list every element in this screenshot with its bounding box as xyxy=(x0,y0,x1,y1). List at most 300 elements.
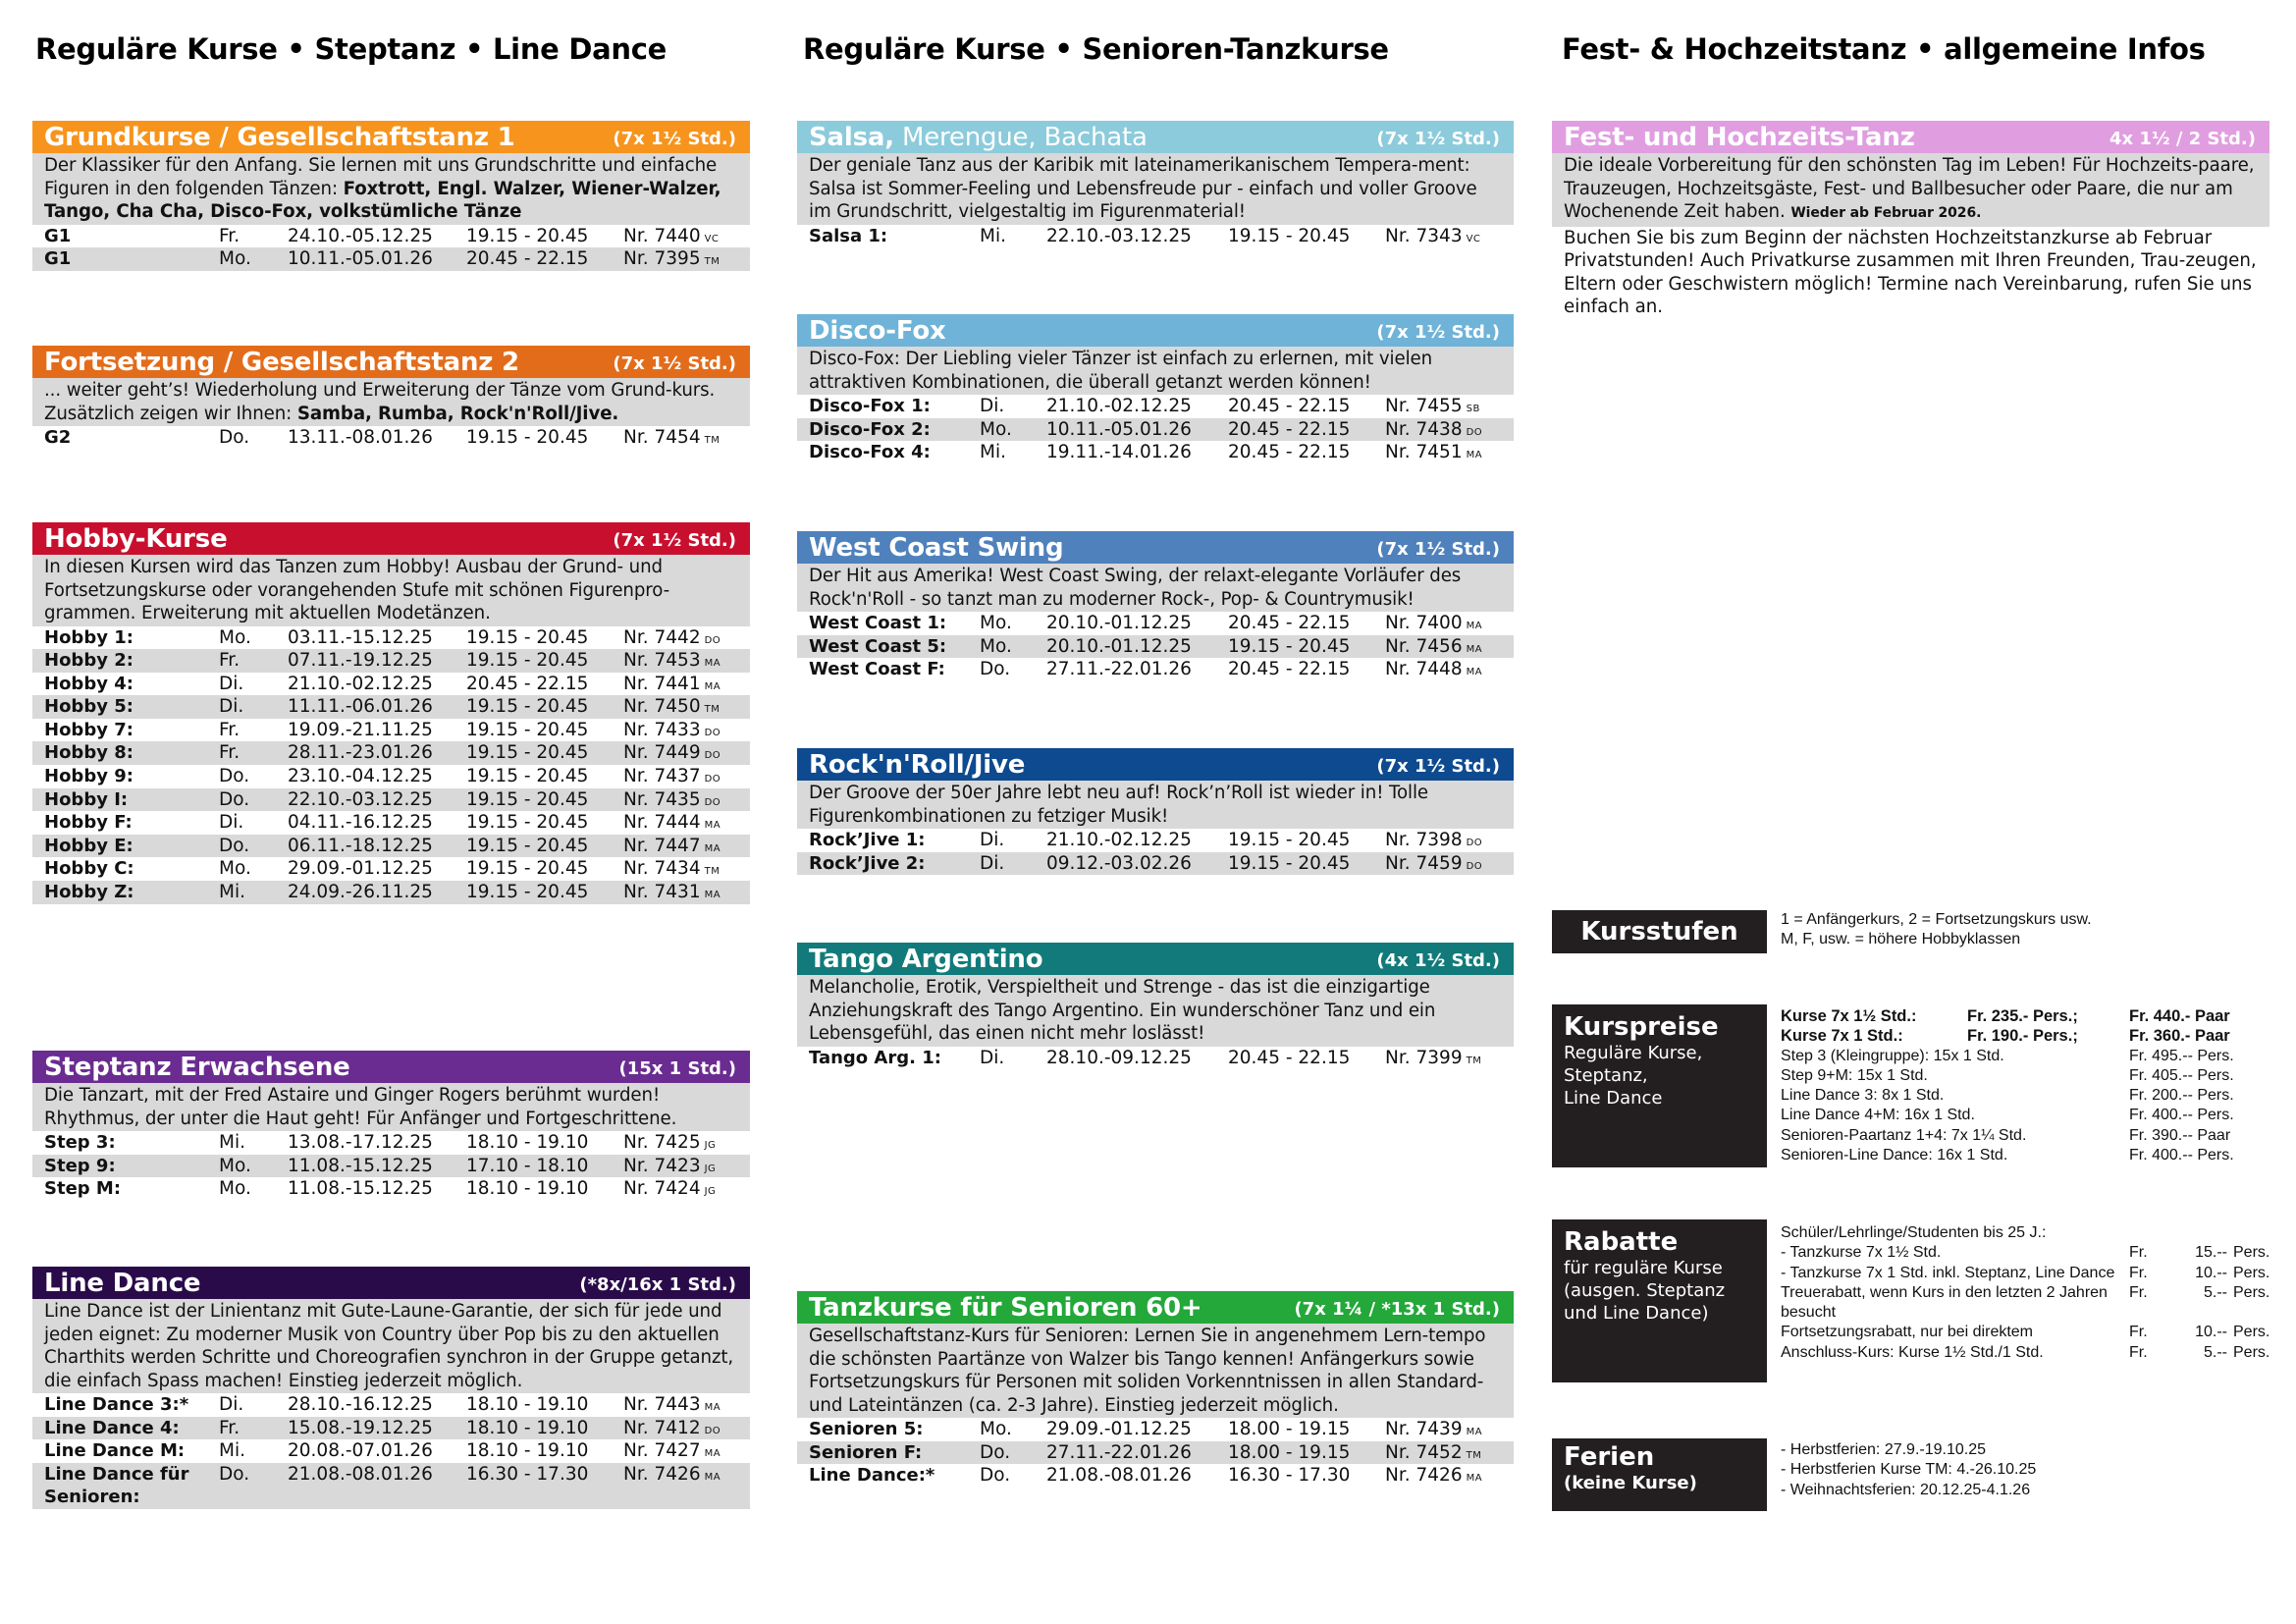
time-range: 20.45 - 22.15 xyxy=(466,248,589,270)
discount-unit: Pers. xyxy=(2233,1283,2270,1301)
weekday: Mo. xyxy=(219,1155,251,1176)
discount-amount: 10.-- xyxy=(2195,1264,2227,1281)
course-duration: (4x 1½ Std.) xyxy=(1376,950,1500,971)
course-duration: (7x 1¼ / *13x 1 Std.) xyxy=(1294,1299,1500,1320)
column-title-right: Fest- & Hochzeitstanz • allgemeine Infos xyxy=(1562,32,2206,66)
weekday: Di. xyxy=(219,673,244,694)
course-code: Hobby 1: xyxy=(44,626,133,648)
date-range: 20.08.-07.01.26 xyxy=(288,1440,433,1462)
time-range: 17.10 - 18.10 xyxy=(466,1155,589,1176)
date-range: 04.11.-16.12.25 xyxy=(288,812,433,834)
column-title-middle: Reguläre Kurse • Senioren-Tanzkurse xyxy=(803,32,1389,66)
schedule-row xyxy=(797,418,1514,442)
course-number xyxy=(623,1439,731,1463)
info-line: 1 = Anfängerkurs, 2 = Fortsetzungskurs usw. xyxy=(1781,911,2092,928)
course-rocknroll xyxy=(797,748,1514,875)
course-name: Line Dance xyxy=(44,1268,201,1298)
course-description: Die Tanzart, mit der Fred Astaire und Ginger Rogers berühmt wurden! Rhythmus, der unter die Haut geht! Für Anfänger und Fortgeschrittene. xyxy=(32,1083,750,1131)
weekday: Do. xyxy=(219,788,250,810)
course-number xyxy=(623,1155,731,1178)
weekday: Do. xyxy=(219,766,250,787)
teacher-tag: JG xyxy=(704,1140,717,1151)
schedule-row xyxy=(32,811,750,835)
price-label: Kurse 7x 1 Std.: xyxy=(1781,1027,1903,1046)
time-range: 18.10 - 19.10 xyxy=(466,1417,589,1438)
time-range: 19.15 - 20.45 xyxy=(466,427,589,448)
date-range: 22.10.-03.12.25 xyxy=(288,788,433,810)
teacher-tag: DO xyxy=(704,750,721,762)
course-code: Hobby C: xyxy=(44,858,134,880)
teacher-tag: VC xyxy=(704,233,720,244)
info-box-label xyxy=(1552,1004,1767,1167)
course-number xyxy=(623,426,731,450)
info-title: Ferien xyxy=(1564,1442,1655,1472)
course-code: Disco-Fox 4: xyxy=(809,442,931,463)
weekday: Mi. xyxy=(980,225,1006,246)
price-person: Fr. 190.- Pers.; xyxy=(1967,1027,2078,1046)
date-range: 29.09.-01.12.25 xyxy=(288,858,433,880)
course-number xyxy=(1385,1047,1493,1070)
discount-list xyxy=(1767,1219,2269,1382)
course-number xyxy=(1385,612,1493,635)
price-value: Fr. 390.-- Paar xyxy=(2129,1126,2231,1144)
discount-intro: Schüler/Lehrlinge/Studenten bis 25 J.: xyxy=(1781,1224,2047,1241)
course-description: Disco-Fox: Der Liebling vieler Tänzer ist einfach zu erlernen, mit vielen attraktiven Kombinationen, die überall getanzt werden können! xyxy=(797,347,1514,395)
date-range: 20.10.-01.12.25 xyxy=(1046,635,1192,657)
course-header xyxy=(32,1267,750,1299)
course-schedule xyxy=(797,395,1514,464)
weekday: Di. xyxy=(980,396,1005,416)
weekday: Mi. xyxy=(219,1440,245,1462)
course-number-text: Nr. 7447 xyxy=(623,835,701,856)
course-number xyxy=(623,857,731,881)
weekday: Mo. xyxy=(219,626,251,648)
course-schedule xyxy=(797,612,1514,681)
weekday: Di. xyxy=(980,852,1005,874)
time-range: 16.30 - 17.30 xyxy=(1228,1465,1351,1487)
weekday: Do. xyxy=(980,1465,1011,1487)
schedule-row xyxy=(32,673,750,696)
course-number-text: Nr. 7441 xyxy=(623,673,701,694)
info-subtitle: Steptanz, xyxy=(1564,1065,1648,1086)
teacher-tag: DO xyxy=(1466,860,1483,872)
course-header xyxy=(797,121,1514,153)
course-schedule xyxy=(32,626,750,904)
course-fortsetzung xyxy=(32,346,750,450)
course-code: Senioren 5: xyxy=(809,1419,924,1439)
price-rows xyxy=(1781,1047,2234,1166)
course-name: Disco-Fox xyxy=(809,315,946,346)
time-range: 20.45 - 22.15 xyxy=(1228,613,1351,633)
schedule-row xyxy=(32,1131,750,1155)
course-number xyxy=(623,247,731,271)
date-range: 21.10.-02.12.25 xyxy=(1046,396,1192,416)
discount-row xyxy=(1781,1343,2269,1363)
weekday: Mo. xyxy=(219,248,251,270)
time-range: 19.15 - 20.45 xyxy=(1228,635,1351,657)
course-name: Tanzkurse für Senioren 60+ xyxy=(809,1292,1202,1323)
course-tango xyxy=(797,943,1514,1069)
course-name: Grundkurse / Gesellschaftstanz 1 xyxy=(44,122,515,152)
discount-label: Anschluss-Kurs: Kurse 1½ Std./1 Std. xyxy=(1781,1343,2044,1361)
time-range: 19.15 - 20.45 xyxy=(466,742,589,764)
course-hobby xyxy=(32,522,750,904)
course-code: Hobby Z: xyxy=(44,882,134,903)
course-number xyxy=(623,1393,731,1417)
weekday: Mi. xyxy=(219,882,245,903)
date-range: 19.11.-14.01.26 xyxy=(1046,442,1192,463)
time-range: 18.10 - 19.10 xyxy=(466,1394,589,1415)
course-number-text: Nr. 7456 xyxy=(1385,635,1463,657)
price-value: Fr. 400.-- Pers. xyxy=(2129,1147,2234,1164)
course-code: Line Dance:* xyxy=(809,1465,935,1487)
weekday: Do. xyxy=(980,1441,1011,1463)
teacher-tag: MA xyxy=(704,658,721,670)
weekday: Fr. xyxy=(219,225,240,246)
course-duration: (7x 1½ Std.) xyxy=(613,353,736,374)
date-range: 23.10.-04.12.25 xyxy=(288,766,433,787)
schedule-row xyxy=(797,1464,1514,1488)
teacher-tag: MA xyxy=(704,820,721,832)
time-range: 18.00 - 19.15 xyxy=(1228,1441,1351,1463)
course-number-text: Nr. 7439 xyxy=(1385,1419,1463,1439)
schedule-row xyxy=(32,741,750,765)
course-number xyxy=(623,1131,731,1155)
course-schedule xyxy=(32,1393,750,1509)
teacher-tag: MA xyxy=(704,1448,721,1460)
price-row xyxy=(1781,1026,2234,1046)
date-range: 11.11.-06.01.26 xyxy=(288,696,433,718)
course-description: In diesen Kursen wird das Tanzen zum Hobby! Ausbau der Grund- und Fortsetzungskurse oder vorangehenden Stufe mit schönen Figurenpro-grammen. Erweiterung mit aktuellen Modetänzen. xyxy=(32,555,750,626)
teacher-tag: TM xyxy=(704,704,721,716)
teacher-tag: DO xyxy=(704,1425,721,1436)
course-number-text: Nr. 7431 xyxy=(623,882,701,903)
price-label: Line Dance 3: 8x 1 Std. xyxy=(1781,1087,1945,1105)
discount-currency: Fr. xyxy=(2129,1264,2148,1281)
course-number-text: Nr. 7444 xyxy=(623,812,701,834)
date-range: 21.10.-02.12.25 xyxy=(1046,830,1192,850)
teacher-tag: MA xyxy=(1466,1427,1483,1437)
schedule-row xyxy=(32,857,750,881)
price-value: Fr. 405.-- Pers. xyxy=(2129,1066,2234,1084)
date-range: 07.11.-19.12.25 xyxy=(288,650,433,672)
course-number-text: Nr. 7448 xyxy=(1385,659,1463,680)
teacher-tag: MA xyxy=(704,890,721,901)
date-range: 24.10.-05.12.25 xyxy=(288,225,433,246)
teacher-tag: DO xyxy=(704,727,721,738)
course-number-text: Nr. 7437 xyxy=(623,766,701,787)
date-range: 28.11.-23.01.26 xyxy=(288,742,433,764)
discount-label: Fortsetzungsrabatt, nur bei direktem xyxy=(1781,1324,2034,1341)
course-schedule xyxy=(797,1047,1514,1070)
time-range: 19.15 - 20.45 xyxy=(466,696,589,718)
description-dances: Samba, Rumba, Rock'n'Roll/Jive. xyxy=(296,403,619,424)
course-number-text: Nr. 7424 xyxy=(623,1178,701,1200)
course-name: Fortsetzung / Gesellschaftstanz 2 xyxy=(44,347,519,377)
info-kursstufen xyxy=(1552,910,2269,953)
course-name-bold: Salsa, xyxy=(809,122,894,152)
course-code: Hobby 9: xyxy=(44,766,133,787)
discount-amount: 10.-- xyxy=(2195,1324,2227,1341)
schedule-row xyxy=(797,612,1514,635)
date-range: 03.11.-15.12.25 xyxy=(288,626,433,648)
course-number-text: Nr. 7427 xyxy=(623,1440,701,1462)
course-code: G2 xyxy=(44,427,72,448)
course-duration: (7x 1½ Std.) xyxy=(1376,129,1500,149)
discount-row xyxy=(1781,1323,2269,1342)
course-name: Tango Argentino xyxy=(809,944,1043,974)
course-description: Der geniale Tanz aus der Karibik mit lateinamerikanischem Tempera-ment: Salsa ist Sommer-Feeling und Lebensfreude pur - einfach und voller Groove im Grundschritt, vielgestaltig im Figurenmaterial! xyxy=(797,153,1514,225)
course-number-text: Nr. 7450 xyxy=(623,696,701,718)
discount-label: - Tanzkurse 7x 1 Std. inkl. Steptanz, Line Dance xyxy=(1781,1264,2115,1281)
schedule-row xyxy=(797,225,1514,248)
course-salsa xyxy=(797,121,1514,247)
discount-unit: Pers. xyxy=(2233,1343,2270,1361)
course-code: West Coast 5: xyxy=(809,635,947,657)
discount-amount: 5.-- xyxy=(2204,1343,2227,1361)
schedule-row xyxy=(32,626,750,650)
price-label: Line Dance 4+M: 16x 1 Std. xyxy=(1781,1107,1975,1124)
time-range: 19.15 - 20.45 xyxy=(466,788,589,810)
teacher-tag: TM xyxy=(1466,1449,1482,1461)
price-row xyxy=(1781,1126,2234,1146)
discount-row xyxy=(1781,1283,2269,1324)
course-number xyxy=(1385,418,1493,442)
course-number xyxy=(623,695,731,719)
discount-currency: Fr. xyxy=(2129,1244,2148,1262)
weekday: Di. xyxy=(219,1394,244,1415)
weekday: Di. xyxy=(219,696,244,718)
course-number xyxy=(623,881,731,904)
teacher-tag: VC xyxy=(1466,233,1481,244)
schedule-row xyxy=(797,635,1514,659)
teacher-tag: MA xyxy=(1466,643,1483,655)
teacher-tag: MA xyxy=(704,680,721,692)
time-range: 18.10 - 19.10 xyxy=(466,1440,589,1462)
course-number xyxy=(623,1177,731,1201)
course-number-text: Nr. 7400 xyxy=(1385,613,1463,633)
weekday: Do. xyxy=(219,1463,250,1485)
course-code: G1 xyxy=(44,225,72,246)
schedule-row xyxy=(32,788,750,812)
course-number-text: Nr. 7398 xyxy=(1385,830,1463,850)
info-subtitle: Line Dance xyxy=(1564,1088,1663,1109)
course-code: Disco-Fox 1: xyxy=(809,396,931,416)
course-number-text: Nr. 7435 xyxy=(623,788,701,810)
course-name xyxy=(809,123,1148,152)
date-range: 10.11.-05.01.26 xyxy=(1046,418,1192,440)
weekday: Mo. xyxy=(219,858,251,880)
info-subtitle: und Line Dance) xyxy=(1564,1303,1709,1324)
teacher-tag: DO xyxy=(704,774,721,785)
weekday: Do. xyxy=(219,835,250,856)
schedule-row xyxy=(797,658,1514,681)
schedule-row xyxy=(32,1177,750,1201)
time-range: 19.15 - 20.45 xyxy=(1228,852,1351,874)
description-text: Der Klassiker für den Anfang. Sie lernen mit uns Grundschritte und einfache Figuren in den folgenden Tänzen: xyxy=(44,155,718,199)
price-value: Fr. 495.-- Pers. xyxy=(2129,1047,2234,1064)
course-code: G1 xyxy=(44,248,72,270)
course-description: Der Groove der 50er Jahre lebt neu auf! Rock’n’Roll ist wieder in! Tolle Figurenkombinationen zu fetziger Musik! xyxy=(797,781,1514,829)
course-duration: (7x 1½ Std.) xyxy=(613,129,736,149)
price-row xyxy=(1781,1006,2234,1026)
course-code: Hobby 8: xyxy=(44,742,133,764)
schedule-row xyxy=(32,1393,750,1417)
course-code: Disco-Fox 2: xyxy=(809,418,931,440)
course-number-text: Nr. 7451 xyxy=(1385,442,1463,463)
teacher-tag: MA xyxy=(704,1402,721,1413)
date-range: 15.08.-19.12.25 xyxy=(288,1417,433,1438)
teacher-tag: TM xyxy=(704,256,721,268)
teacher-tag: JG xyxy=(704,1186,717,1198)
info-title: Kurspreise xyxy=(1564,1012,1719,1042)
schedule-row xyxy=(797,1441,1514,1465)
teacher-tag: JG xyxy=(704,1163,717,1174)
teacher-tag: MA xyxy=(1466,450,1483,461)
date-range: 21.08.-08.01.26 xyxy=(288,1463,433,1485)
schedule-row xyxy=(797,1418,1514,1441)
course-number xyxy=(623,673,731,696)
discount-label: Treuerabatt, wenn Kurs in den letzten 2 Jahren besucht xyxy=(1781,1283,2108,1322)
course-number xyxy=(623,765,731,788)
course-code: Step M: xyxy=(44,1178,122,1200)
info-rabatte xyxy=(1552,1219,2269,1382)
price-label: Step 9+M: 15x 1 Std. xyxy=(1781,1066,1928,1084)
discount-row xyxy=(1781,1264,2269,1283)
course-number-text: Nr. 7452 xyxy=(1385,1441,1463,1463)
course-number-text: Nr. 7443 xyxy=(623,1394,701,1415)
course-duration: (7x 1½ Std.) xyxy=(1376,322,1500,343)
schedule-row xyxy=(32,247,750,271)
date-range: 19.09.-21.11.25 xyxy=(288,719,433,740)
course-number xyxy=(1385,1441,1493,1465)
course-code: Hobby 5: xyxy=(44,696,133,718)
course-name: Hobby-Kurse xyxy=(44,523,228,554)
course-number-text: Nr. 7438 xyxy=(1385,418,1463,440)
course-description xyxy=(1552,153,2269,227)
course-number xyxy=(623,225,731,248)
price-row xyxy=(1781,1146,2234,1165)
course-linedance xyxy=(32,1267,750,1509)
price-row xyxy=(1781,1047,2234,1066)
discount-currency: Fr. xyxy=(2129,1283,2148,1301)
course-code: Hobby I: xyxy=(44,788,129,810)
schedule-row xyxy=(32,1417,750,1440)
price-row xyxy=(1781,1106,2234,1125)
course-number-text: Nr. 7453 xyxy=(623,650,701,672)
course-number-text: Nr. 7425 xyxy=(623,1132,701,1153)
time-range: 18.00 - 19.15 xyxy=(1228,1419,1351,1439)
schedule-row xyxy=(32,695,750,719)
teacher-tag: TM xyxy=(704,866,721,878)
discount-unit: Pers. xyxy=(2233,1244,2270,1262)
course-fest xyxy=(1552,121,2269,319)
course-duration: (*8x/16x 1 Std.) xyxy=(579,1274,736,1295)
course-code: Line Dance M: xyxy=(44,1440,186,1462)
course-number xyxy=(623,741,731,765)
date-range: 21.10.-02.12.25 xyxy=(288,673,433,694)
info-title: Kursstufen xyxy=(1580,917,1738,947)
date-range: 29.09.-01.12.25 xyxy=(1046,1419,1192,1439)
date-range: 09.12.-03.02.26 xyxy=(1046,852,1192,874)
schedule-row xyxy=(797,441,1514,464)
course-schedule xyxy=(32,426,750,450)
weekday: Mo. xyxy=(980,635,1012,657)
description-dances: Foxtrott, Engl. Walzer, Wiener-Walzer, Tango, Cha Cha, Disco-Fox, volkstümliche Tänze xyxy=(44,178,721,222)
weekday: Do. xyxy=(219,427,250,448)
course-number xyxy=(1385,395,1493,418)
course-number-text: Nr. 7454 xyxy=(623,427,701,448)
info-box-label xyxy=(1552,1219,1767,1382)
date-range: 13.08.-17.12.25 xyxy=(288,1132,433,1153)
price-couple: Fr. 360.- Paar xyxy=(2129,1027,2230,1046)
course-number xyxy=(623,719,731,742)
course-code: Hobby E: xyxy=(44,835,133,856)
course-name-light: Merengue, Bachata xyxy=(893,122,1148,152)
holiday-line: - Herbstferien Kurse TM: 4.-26.10.25 xyxy=(1781,1461,2037,1479)
price-couple: Fr. 440.- Paar xyxy=(2129,1007,2230,1025)
info-title: Rabatte xyxy=(1564,1227,1679,1257)
course-code: Rock’Jive 2: xyxy=(809,852,926,874)
discount-amount: 15.-- xyxy=(2195,1244,2227,1262)
schedule-row xyxy=(32,1155,750,1178)
discount-unit: Pers. xyxy=(2233,1324,2270,1341)
schedule-row xyxy=(797,1047,1514,1070)
teacher-tag: MA xyxy=(1466,667,1483,678)
course-schedule xyxy=(32,225,750,271)
weekday: Mo. xyxy=(980,613,1012,633)
time-range: 20.45 - 22.15 xyxy=(1228,396,1351,416)
teacher-tag: TM xyxy=(1466,1055,1482,1066)
course-header xyxy=(797,531,1514,564)
weekday: Mi. xyxy=(980,442,1006,463)
schedule-row xyxy=(32,225,750,248)
price-value: Fr. 200.-- Pers. xyxy=(2129,1087,2234,1105)
time-range: 19.15 - 20.45 xyxy=(466,858,589,880)
course-number xyxy=(623,788,731,812)
course-number xyxy=(623,1463,731,1489)
info-subtitle: (keine Kurse) xyxy=(1564,1473,1697,1493)
price-row xyxy=(1781,1066,2234,1086)
course-code: Hobby 7: xyxy=(44,719,133,740)
teacher-tag: DO xyxy=(704,634,721,646)
weekday: Di. xyxy=(980,830,1005,850)
teacher-tag: MA xyxy=(1466,621,1483,631)
schedule-row xyxy=(32,426,750,450)
course-number-text: Nr. 7412 xyxy=(623,1417,701,1438)
date-range: 27.11.-22.01.26 xyxy=(1046,1441,1192,1463)
time-range: 19.15 - 20.45 xyxy=(466,882,589,903)
course-number xyxy=(623,1417,731,1440)
course-name: Rock'n'Roll/Jive xyxy=(809,749,1026,780)
course-number-text: Nr. 7455 xyxy=(1385,396,1463,416)
course-code: Rock’Jive 1: xyxy=(809,830,926,850)
description-text: ... weiter geht’s! Wiederholung und Erweiterung der Tänze vom Grund-kurs. Zusätzlich zeigen wir Ihnen: xyxy=(44,380,716,424)
price-label: Senioren-Paartanz 1+4: 7x 1¼ Std. xyxy=(1781,1126,2027,1144)
schedule-row xyxy=(797,829,1514,852)
info-subtitle: für reguläre Kurse xyxy=(1564,1258,1723,1278)
course-number xyxy=(623,649,731,673)
course-number xyxy=(1385,635,1493,659)
schedule-row xyxy=(32,1439,750,1463)
course-number-text: Nr. 7423 xyxy=(623,1155,701,1176)
holiday-list xyxy=(1767,1438,2036,1511)
course-name: Fest- und Hochzeits-Tanz xyxy=(1564,122,1915,152)
course-number xyxy=(1385,852,1493,876)
course-number-text: Nr. 7459 xyxy=(1385,852,1463,874)
course-code: West Coast F: xyxy=(809,659,945,680)
schedule-row xyxy=(32,1463,750,1509)
